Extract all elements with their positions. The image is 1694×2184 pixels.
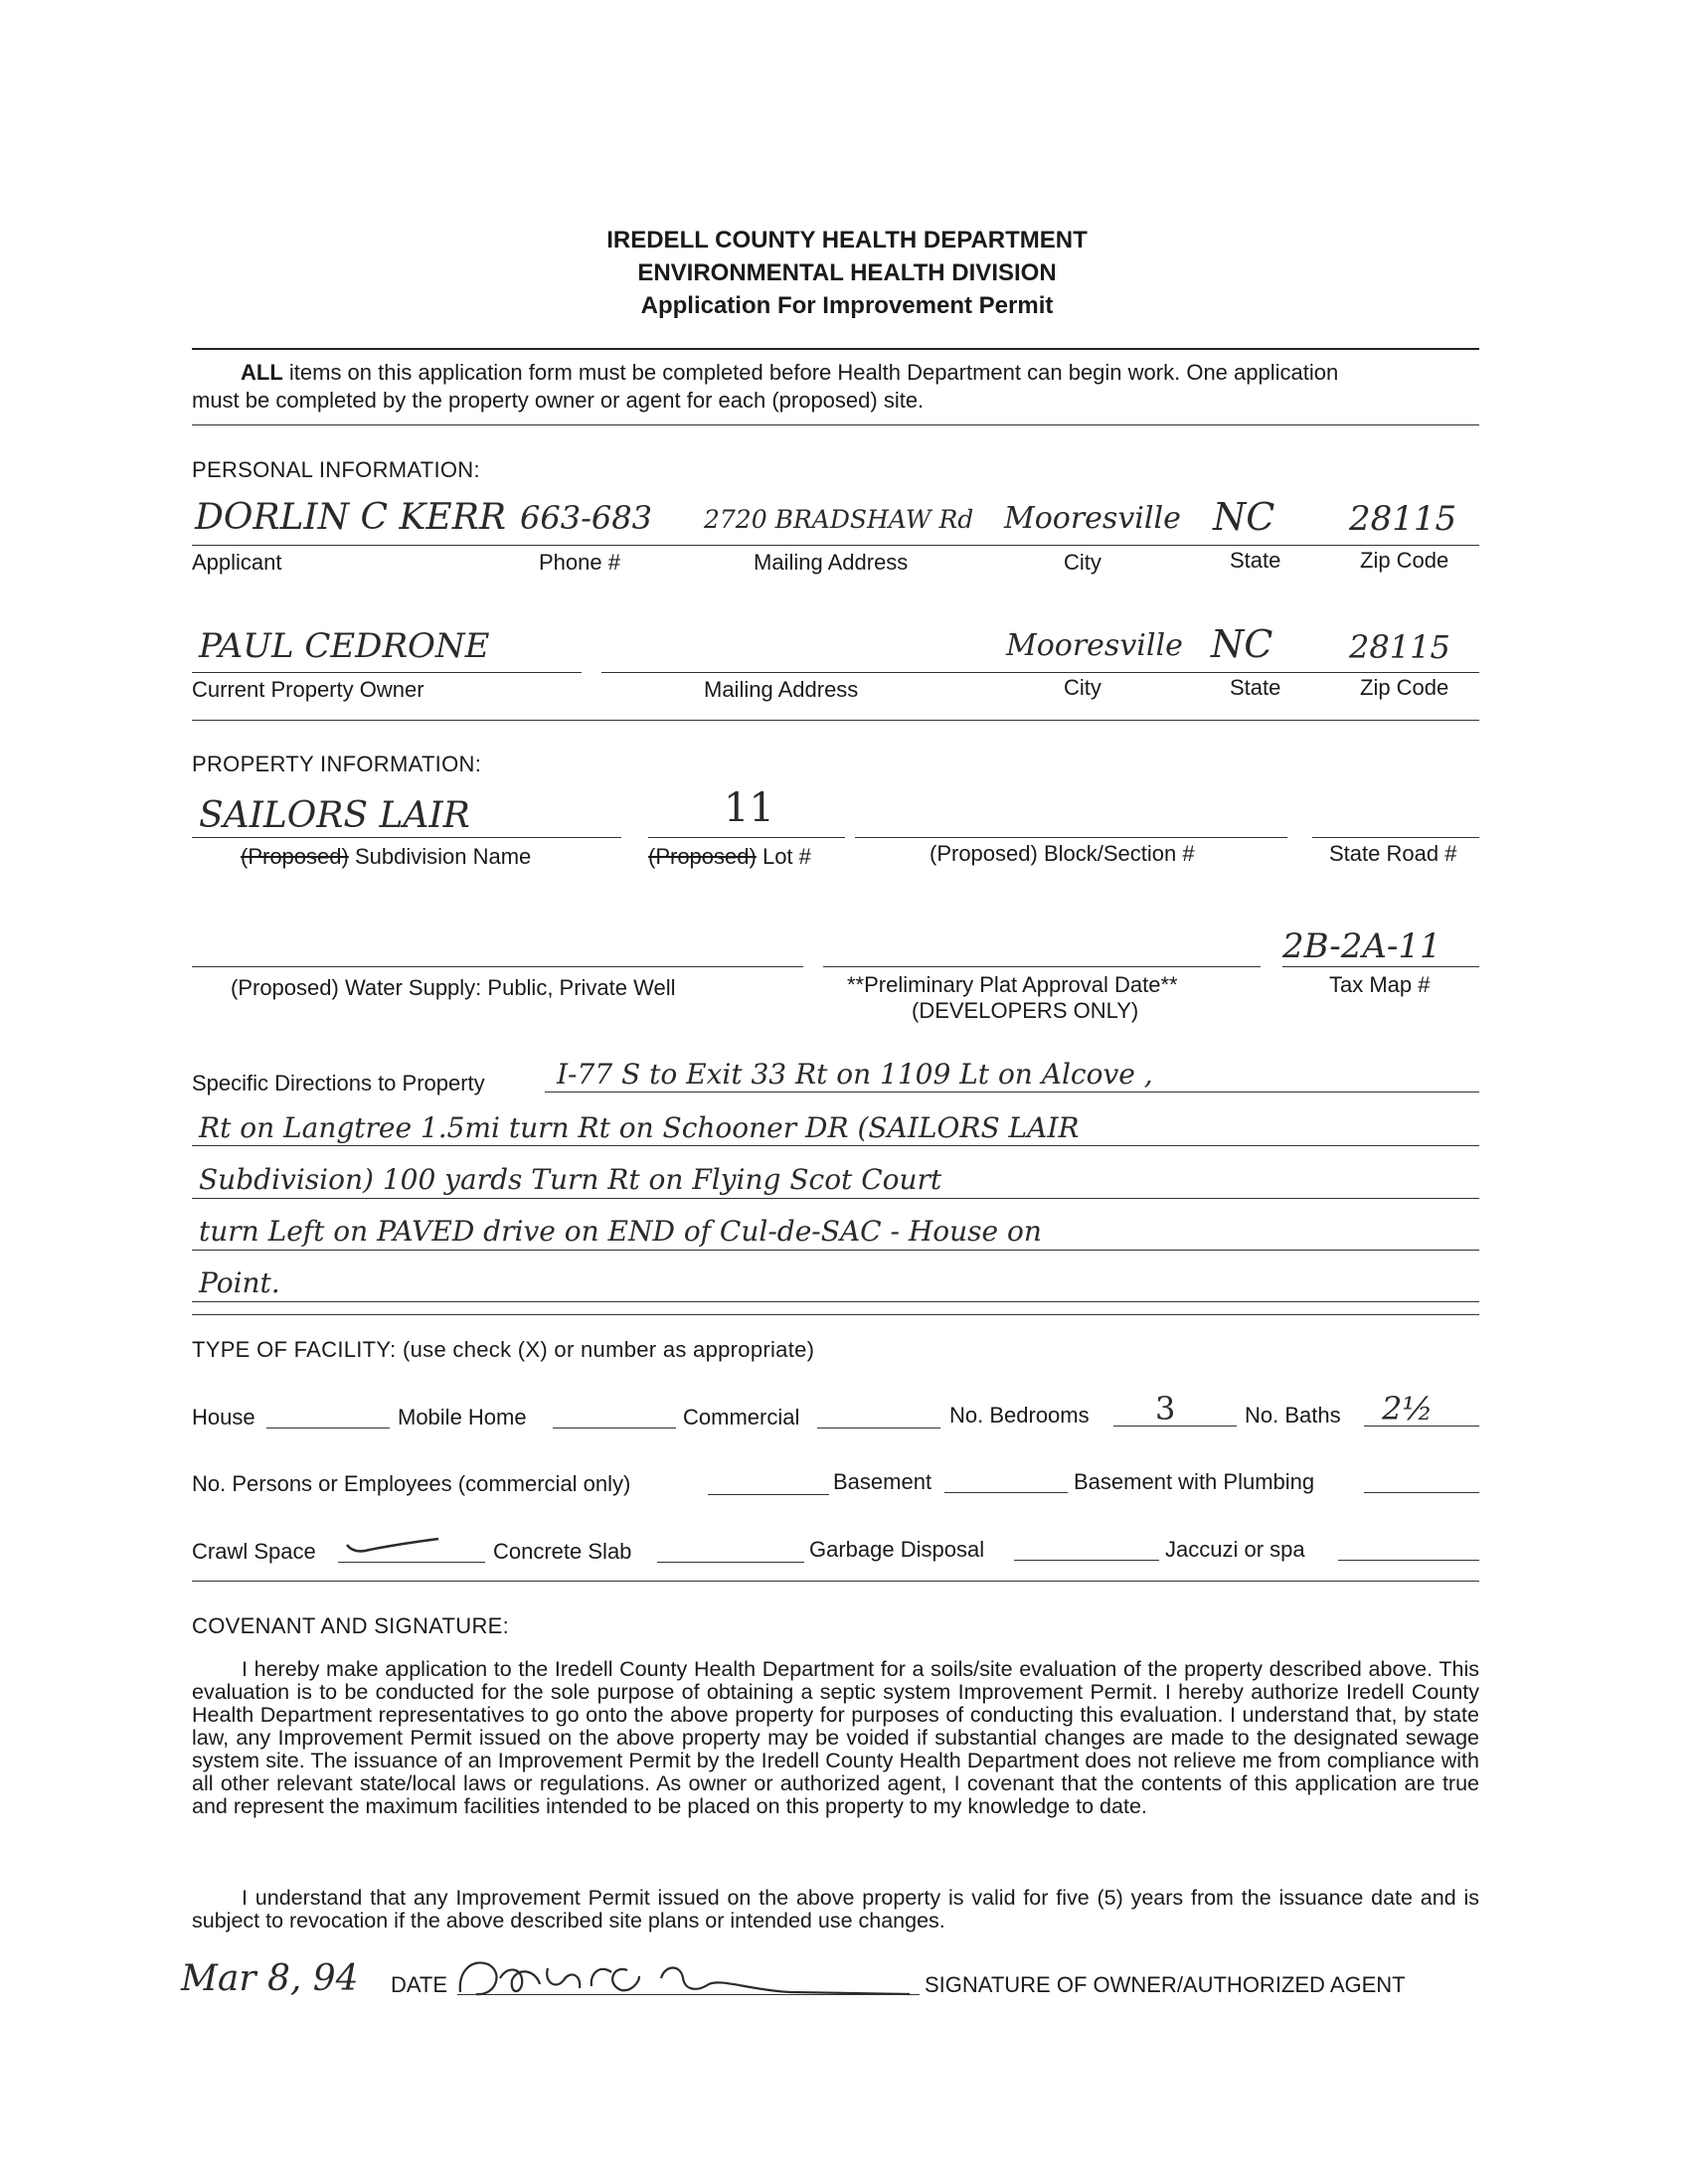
directions-underline-3 — [192, 1198, 1479, 1199]
owner-zip-value[interactable]: 28115 — [1349, 628, 1450, 666]
directions-line-2[interactable]: Rt on Langtree 1.5mi turn Rt on Schooner DR (SAILORS LAIR — [199, 1111, 1080, 1144]
garbage-disposal-label: Garbage Disposal — [809, 1537, 985, 1562]
owner-label: Current Property Owner — [192, 677, 424, 702]
personal-info-heading: PERSONAL INFORMATION: — [192, 457, 480, 482]
crawl-space-field[interactable] — [338, 1562, 485, 1563]
signature-field[interactable] — [457, 1994, 920, 1995]
water-supply-underline — [192, 966, 803, 967]
concrete-slab-label: Concrete Slab — [493, 1539, 632, 1564]
owner-zip-label: Zip Code — [1360, 675, 1449, 700]
lot-underline — [648, 837, 845, 838]
applicant-name-value[interactable]: DORLIN C KERR — [195, 497, 506, 538]
directions-line-1[interactable]: I-77 S to Exit 33 Rt on 1109 Lt on Alcove , — [557, 1058, 1153, 1091]
directions-label: Specific Directions to Property — [192, 1071, 485, 1095]
applicant-phone-value[interactable]: 663-683 — [520, 499, 652, 537]
bedrooms-value[interactable]: 3 — [1155, 1390, 1176, 1428]
block-underline — [855, 837, 1287, 838]
crawl-space-check-icon — [343, 1531, 442, 1561]
concrete-slab-field[interactable] — [657, 1562, 804, 1563]
applicant-underline — [192, 545, 1479, 546]
basement-field[interactable] — [944, 1492, 1068, 1493]
garbage-disposal-field[interactable] — [1014, 1560, 1159, 1561]
plat-date-underline — [823, 966, 1261, 967]
tax-map-underline — [1282, 966, 1479, 967]
bedrooms-label: No. Bedrooms — [949, 1403, 1090, 1428]
subdivision-value[interactable]: SAILORS LAIR — [199, 795, 470, 836]
plat-date-label: **Preliminary Plat Approval Date** — [847, 972, 1178, 997]
bedrooms-field — [1113, 1426, 1237, 1427]
property-info-heading: PROPERTY INFORMATION: — [192, 752, 482, 776]
block-label: (Proposed) Block/Section # — [930, 841, 1195, 866]
header-division: ENVIRONMENTAL HEALTH DIVISION — [637, 259, 1057, 286]
owner-city-value[interactable]: Mooresville — [1006, 628, 1183, 663]
owner-city-label: City — [1064, 675, 1101, 700]
water-supply-label: (Proposed) Water Supply: Public, Private Well — [231, 975, 676, 1000]
city-label: City — [1064, 550, 1101, 575]
divider — [192, 348, 1479, 350]
baths-field — [1364, 1426, 1479, 1427]
subdivision-underline — [192, 837, 621, 838]
persons-label: No. Persons or Employees (commercial only) — [192, 1471, 631, 1496]
basement-plumbing-label: Basement with Plumbing — [1074, 1469, 1315, 1494]
directions-underline-5 — [192, 1301, 1479, 1302]
tax-map-label: Tax Map # — [1329, 972, 1431, 997]
state-road-label: State Road # — [1329, 841, 1457, 866]
applicant-zip-value[interactable]: 28115 — [1349, 499, 1457, 539]
baths-label: No. Baths — [1245, 1403, 1341, 1428]
state-label: State — [1230, 548, 1281, 573]
owner-name-value[interactable]: PAUL CEDRONE — [199, 626, 490, 666]
state-road-underline — [1312, 837, 1479, 838]
divider — [192, 1581, 1479, 1582]
owner-state-value[interactable]: NC — [1211, 622, 1273, 666]
developers-only-label: (DEVELOPERS ONLY) — [912, 998, 1139, 1023]
header-form-title: Application For Improvement Permit — [640, 292, 1054, 319]
facility-heading: TYPE OF FACILITY: (use check (X) or number as appropriate) — [192, 1337, 815, 1362]
jacuzzi-label: Jaccuzi or spa — [1165, 1537, 1305, 1562]
divider — [192, 1314, 1479, 1315]
owner-state-label: State — [1230, 675, 1281, 700]
lot-value[interactable]: 11 — [724, 785, 774, 831]
directions-line-5[interactable]: Point. — [199, 1266, 280, 1299]
owner-name-underline — [192, 672, 582, 673]
date-label: DATE — [391, 1972, 448, 1997]
jacuzzi-field[interactable] — [1338, 1560, 1479, 1561]
covenant-paragraph-2: I understand that any Improvement Permit issued on the above property is valid for five (5) years from the issuance date and is subject to revocation if the above described site plans or intended use changes. — [192, 1886, 1479, 1932]
mailing-address-label: Mailing Address — [754, 550, 909, 575]
divider — [192, 424, 1479, 425]
covenant-paragraph-1: I hereby make application to the Iredell County Health Department for a soils/site evaluation of the property described above. This evaluation is to be conducted for the sole purpose of obtaining a septic system Improvement Permit. I hereby authorize Iredell County Health Department representatives to go onto the above property for purposes of conducting this evaluation. I understand that, by state law, any Improvement Permit issued on the above property may be voided if substantial changes are made to the designated sewage system site. The issuance of an Improvement Permit by the Iredell County Health Department does not relieve me from compliance with all other relevant state/local laws or regulations. As owner or authorized agent, I covenant that the contents of this application are true and represent the maximum facilities intended to be placed on this property to my knowledge to date. — [192, 1657, 1479, 1818]
applicant-state-value[interactable]: NC — [1213, 495, 1275, 539]
applicant-label: Applicant — [192, 550, 282, 575]
directions-line-3[interactable]: Subdivision) 100 yards Turn Rt on Flying Scot Court — [199, 1163, 942, 1196]
date-value[interactable]: Mar 8, 94 — [181, 1958, 359, 1999]
phone-label: Phone # — [539, 550, 620, 575]
basement-plumbing-field[interactable] — [1364, 1492, 1479, 1493]
house-label: House — [192, 1405, 255, 1429]
applicant-city-value[interactable]: Mooresville — [1004, 501, 1181, 536]
directions-line-4[interactable]: turn Left on PAVED drive on END of Cul-de-SAC - House on — [199, 1215, 1042, 1248]
lot-label: (Proposed) Lot # — [648, 844, 811, 869]
owner-address-underline — [601, 672, 1479, 673]
covenant-heading: COVENANT AND SIGNATURE: — [192, 1613, 510, 1638]
intro-line-1: ALL items on this application form must be completed before Health Department can begin work. One application — [241, 360, 1339, 385]
signature-label: SIGNATURE OF OWNER/AUTHORIZED AGENT — [925, 1972, 1406, 1997]
mobile-home-label: Mobile Home — [398, 1405, 527, 1429]
header-title: IREDELL COUNTY HEALTH DEPARTMENT — [606, 227, 1088, 253]
persons-field[interactable] — [708, 1494, 829, 1495]
applicant-address-value[interactable]: 2720 BRADSHAW Rd — [704, 505, 974, 534]
owner-mailing-label: Mailing Address — [704, 677, 859, 702]
tax-map-value[interactable]: 2B-2A-11 — [1282, 926, 1441, 966]
divider — [192, 720, 1479, 721]
directions-underline-2 — [192, 1145, 1479, 1146]
commercial-label: Commercial — [683, 1405, 800, 1429]
baths-value[interactable]: 2½ — [1382, 1390, 1434, 1428]
intro-line-2: must be completed by the property owner or agent for each (proposed) site. — [192, 388, 925, 413]
crawl-space-label: Crawl Space — [192, 1539, 316, 1564]
subdivision-label: (Proposed) Subdivision Name — [241, 844, 532, 869]
directions-underline-4 — [192, 1250, 1479, 1251]
basement-label: Basement — [833, 1469, 932, 1494]
zip-label: Zip Code — [1360, 548, 1449, 573]
